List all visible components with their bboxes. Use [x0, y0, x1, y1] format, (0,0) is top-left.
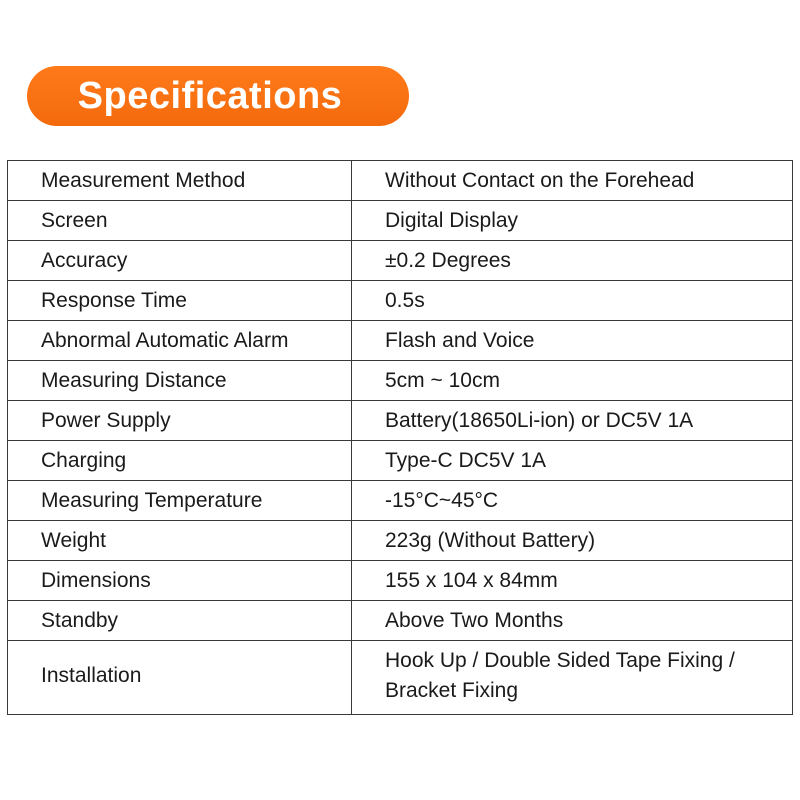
spec-value: 155 x 104 x 84mm	[352, 561, 793, 601]
spec-label: Measuring Distance	[8, 361, 352, 401]
spec-value: Battery(18650Li-ion) or DC5V 1A	[352, 401, 793, 441]
spec-label: Screen	[8, 201, 352, 241]
spec-label: Accuracy	[8, 241, 352, 281]
spec-label: Standby	[8, 601, 352, 641]
table-row	[8, 641, 793, 715]
spec-value: Type-C DC5V 1A	[352, 441, 793, 481]
table-row	[8, 361, 793, 401]
spec-value: Without Contact on the Forehead	[352, 161, 793, 201]
specifications-banner	[27, 66, 409, 126]
spec-label: Weight	[8, 521, 352, 561]
spec-value: Digital Display	[352, 201, 793, 241]
spec-label: Abnormal Automatic Alarm	[8, 321, 352, 361]
spec-value: 0.5s	[352, 281, 793, 321]
spec-label: Measuring Temperature	[8, 481, 352, 521]
spec-value: ±0.2 Degrees	[352, 241, 793, 281]
table-row	[8, 521, 793, 561]
spec-label: Dimensions	[8, 561, 352, 601]
table-row	[8, 401, 793, 441]
spec-value: 5cm ~ 10cm	[352, 361, 793, 401]
table-row	[8, 561, 793, 601]
table-row	[8, 601, 793, 641]
spec-value: -15°C~45°C	[352, 481, 793, 521]
spec-label: Response Time	[8, 281, 352, 321]
page-title: Specifications	[77, 74, 343, 117]
spec-value: Flash and Voice	[352, 321, 793, 361]
spec-label: Installation	[8, 641, 352, 715]
spec-value: 223g (Without Battery)	[352, 521, 793, 561]
spec-value: Hook Up / Double Sided Tape Fixing / Bracket Fixing	[352, 641, 793, 715]
spec-label: Charging	[8, 441, 352, 481]
specifications-table	[7, 160, 793, 715]
spec-value: Above Two Months	[352, 601, 793, 641]
table-row	[8, 441, 793, 481]
table-row	[8, 481, 793, 521]
table-row	[8, 241, 793, 281]
table-row	[8, 161, 793, 201]
table-row	[8, 201, 793, 241]
table-row	[8, 321, 793, 361]
spec-label: Measurement Method	[8, 161, 352, 201]
spec-label: Power Supply	[8, 401, 352, 441]
table-row	[8, 281, 793, 321]
